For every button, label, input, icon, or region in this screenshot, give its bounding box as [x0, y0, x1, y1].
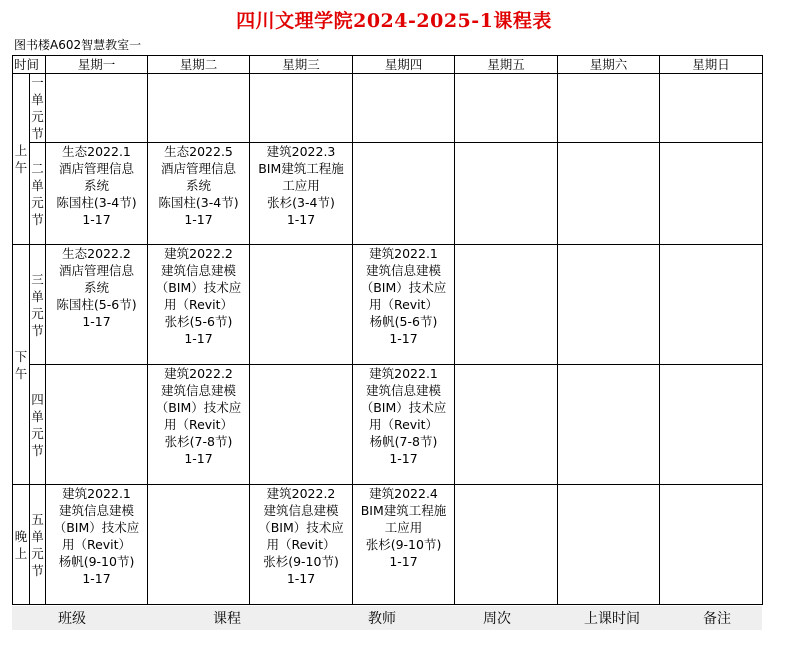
course-teacher: 张杉(7-8节) — [164, 434, 233, 449]
course-name: 建筑信息建模 — [59, 503, 135, 518]
course-name: BIM建筑工程施 — [258, 161, 344, 176]
cell-s4-sat — [558, 365, 660, 485]
course-name: （BIM）技术应 — [155, 280, 242, 295]
course-name: 用（Revit） — [61, 537, 132, 552]
course-name: 建筑信息建模 — [366, 263, 442, 278]
course-weeks: 1-17 — [389, 331, 418, 346]
legend-footer — [12, 606, 762, 630]
cell-s1-mon — [46, 74, 148, 143]
course-teacher: 张杉(5-6节) — [164, 314, 233, 329]
course-name: （BIM）技术应 — [155, 400, 242, 415]
course-name: 系统 — [186, 178, 212, 193]
course-cell[interactable] — [353, 245, 455, 365]
cell-s2-sun — [660, 143, 763, 245]
course-teacher: 陈国柱(3-4节) — [158, 195, 239, 210]
cell-s4-sun — [660, 365, 763, 485]
course-weeks: 1-17 — [82, 212, 111, 227]
cell-s1-wed — [250, 74, 353, 143]
course-cell[interactable] — [46, 245, 148, 365]
day-header-sat: 星期六 — [558, 56, 660, 74]
cell-s1-fri — [455, 74, 558, 143]
cell-s5-sat — [558, 485, 660, 605]
day-header-thu: 星期四 — [353, 56, 455, 74]
course-name: 工应用 — [384, 520, 423, 535]
cell-s4-fri — [455, 365, 558, 485]
course-teacher: 张杉(9-10节) — [365, 537, 442, 552]
course-teacher: 杨帆(7-8节) — [369, 434, 438, 449]
cell-s5-sun — [660, 485, 763, 605]
section-row-2 — [13, 143, 763, 245]
section-5: 五单元节 — [30, 485, 46, 605]
section-4: 四单元节 — [30, 365, 46, 485]
course-cell[interactable] — [250, 143, 353, 245]
course-name: 酒店管理信息 — [59, 161, 135, 176]
footer-weeks: 周次 — [483, 611, 511, 627]
course-class: 生态2022.2 — [62, 246, 131, 261]
section-row-4 — [13, 365, 763, 485]
course-name: 系统 — [84, 280, 110, 295]
cell-s2-thu — [353, 143, 455, 245]
course-weeks: 1-17 — [286, 571, 316, 586]
course-name: 酒店管理信息 — [161, 161, 237, 176]
course-cell[interactable] — [250, 485, 353, 605]
section-row-5 — [13, 485, 763, 605]
course-class: 生态2022.5 — [164, 144, 233, 159]
cell-s5-tue — [148, 485, 250, 605]
cell-s3-fri — [455, 245, 558, 365]
day-header-sun: 星期日 — [660, 56, 763, 74]
day-header-tue: 星期二 — [148, 56, 250, 74]
period-morning: 上午 — [13, 74, 30, 245]
course-teacher: 张杉(3-4节) — [267, 195, 335, 210]
course-class: 建筑2022.2 — [164, 246, 233, 261]
page-title: 四川文理学院2024-2025-1课程表 — [236, 10, 552, 32]
course-name: 用（Revit） — [266, 537, 336, 552]
course-cell[interactable] — [148, 245, 250, 365]
cell-s3-wed — [250, 245, 353, 365]
course-cell[interactable] — [148, 143, 250, 245]
course-name: 系统 — [84, 178, 110, 193]
course-class: 建筑2022.1 — [62, 486, 131, 501]
course-name: 用（Revit） — [368, 297, 439, 312]
cell-s2-sat — [558, 143, 660, 245]
course-teacher: 陈国柱(5-6节) — [56, 297, 137, 312]
cell-s2-fri — [455, 143, 558, 245]
day-header-fri: 星期五 — [455, 56, 558, 74]
course-weeks: 1-17 — [389, 554, 418, 569]
course-class: 建筑2022.2 — [164, 366, 233, 381]
course-cell[interactable] — [46, 143, 148, 245]
footer-course: 课程 — [213, 611, 241, 627]
course-teacher: 杨帆(9-10节) — [58, 554, 135, 569]
course-cell[interactable] — [353, 365, 455, 485]
section-2: 二单元节 — [30, 143, 46, 245]
course-name: 建筑信息建模 — [161, 383, 237, 398]
cell-s1-sat — [558, 74, 660, 143]
course-name: 工应用 — [282, 178, 320, 193]
course-class: 建筑2022.1 — [369, 366, 438, 381]
course-weeks: 1-17 — [389, 451, 418, 466]
course-cell[interactable] — [46, 485, 148, 605]
period-evening: 晚上 — [13, 485, 30, 605]
course-weeks: 1-17 — [286, 212, 316, 227]
course-name: 建筑信息建模 — [263, 503, 339, 518]
course-name: 用（Revit） — [368, 417, 439, 432]
course-name: 用（Revit） — [163, 417, 234, 432]
course-class: 建筑2022.3 — [266, 144, 336, 159]
room-label: 图书楼A602智慧教室一 — [14, 38, 142, 52]
section-1: 一单元节 — [31, 75, 44, 141]
cell-s3-sun — [660, 245, 763, 365]
cell-s3-sat — [558, 245, 660, 365]
course-class: 建筑2022.1 — [369, 246, 438, 261]
course-weeks: 1-17 — [184, 451, 213, 466]
footer-teacher: 教师 — [368, 611, 396, 627]
footer-class: 班级 — [58, 611, 86, 627]
footer-time: 上课时间 — [584, 611, 640, 627]
course-name: （BIM）技术应 — [258, 520, 344, 535]
cell-s4-wed — [250, 365, 353, 485]
course-weeks: 1-17 — [184, 331, 213, 346]
course-class: 建筑2022.2 — [266, 486, 336, 501]
footer-remarks: 备注 — [703, 611, 731, 627]
cell-s5-fri — [455, 485, 558, 605]
cell-s1-tue — [148, 74, 250, 143]
course-weeks: 1-17 — [82, 571, 111, 586]
course-name: （BIM）技术应 — [360, 400, 447, 415]
course-name: 建筑信息建模 — [366, 383, 442, 398]
period-afternoon: 下午 — [13, 245, 30, 485]
course-teacher: 陈国柱(3-4节) — [56, 195, 137, 210]
course-cell[interactable] — [148, 365, 250, 485]
course-name: （BIM）技术应 — [360, 280, 447, 295]
schedule-table — [12, 55, 763, 605]
cell-s1-sun — [660, 74, 763, 143]
course-class: 建筑2022.4 — [369, 486, 438, 501]
section-3: 三单元节 — [30, 245, 46, 365]
course-class: 生态2022.1 — [62, 144, 131, 159]
course-weeks: 1-17 — [184, 212, 213, 227]
section-row-3 — [13, 245, 763, 365]
course-teacher: 张杉(9-10节) — [263, 554, 339, 569]
course-teacher: 杨帆(5-6节) — [369, 314, 438, 329]
time-header: 时间 — [13, 56, 46, 74]
day-header-wed: 星期三 — [250, 56, 353, 74]
course-cell[interactable] — [353, 485, 455, 605]
section-row-1 — [13, 74, 763, 143]
cell-s4-mon — [46, 365, 148, 485]
course-name: BIM建筑工程施 — [360, 503, 447, 518]
course-name: 用（Revit） — [163, 297, 234, 312]
day-header-mon: 星期一 — [46, 56, 148, 74]
course-weeks: 1-17 — [82, 314, 111, 329]
course-name: （BIM）技术应 — [53, 520, 140, 535]
header-row — [13, 56, 763, 74]
cell-s1-thu — [353, 74, 455, 143]
course-name: 建筑信息建模 — [161, 263, 237, 278]
course-name: 酒店管理信息 — [59, 263, 135, 278]
